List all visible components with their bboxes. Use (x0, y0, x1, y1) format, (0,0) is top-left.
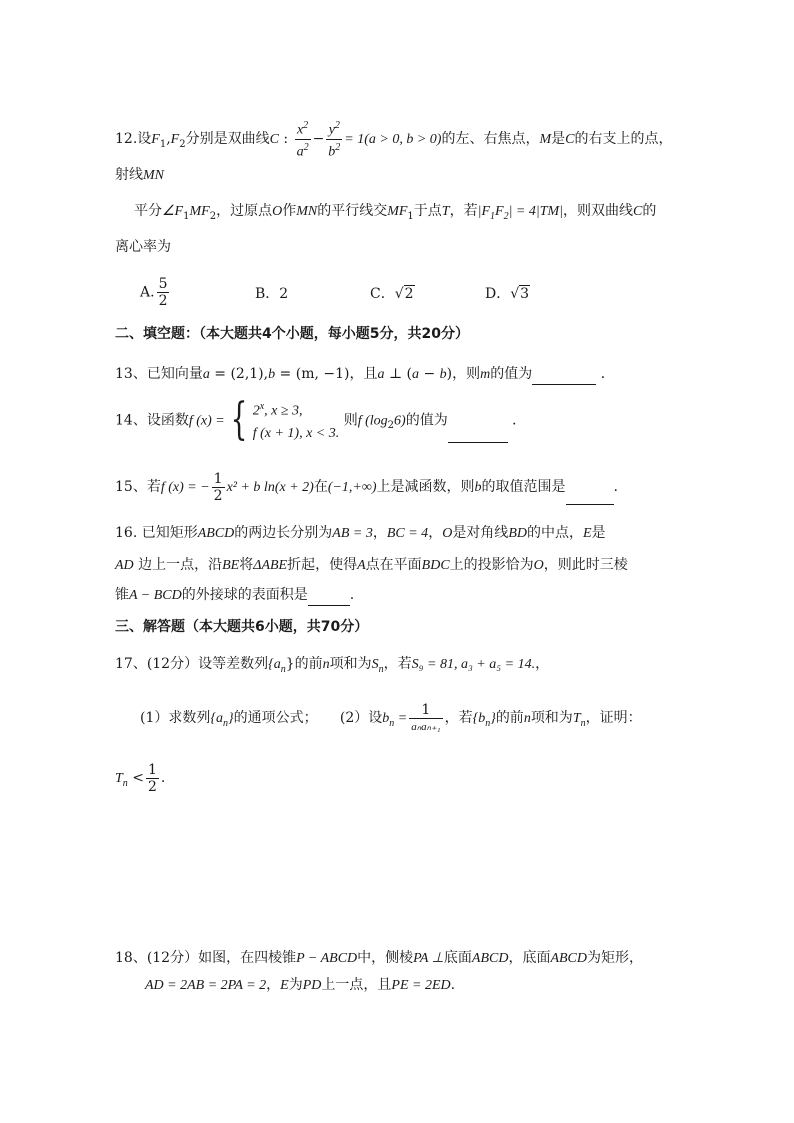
q14: 14、设函数f (x) = { 2$^x$, x ≥ 3, f (x + 1), x < 3. 则f $(\log_26)$的值为 ． (115, 394, 527, 446)
q17-line2: (1）求数列$\{a_n\}$的通项公式； (2）设$b_n$ = $\frac{1}{\text{aₙaₙ₊₁}}$ ，若$\{b_n\}$的前n项和为$T_n$，证明： (140, 701, 642, 733)
q18-line2: AD = 2AB = 2PA = 2，E为PD上一点，且PE = 2ED. (145, 977, 456, 993)
answer-blank (566, 470, 614, 505)
q12-option-a: A. $\frac{5}{2}$ (140, 276, 168, 309)
sqrt-icon: √2 (394, 286, 414, 302)
q16-line3: 锥A − BCD的外接球的表面积是 . (115, 585, 354, 606)
q17-line1: 17、(12分）设等差数列$\{a_n\}$的前n项和为$S_n$，若S₉ = 81, a₃ + a₅ = 14.， (115, 656, 550, 675)
q13: 13、已知向量a = (2,1),b = (m, −1)，且a ⊥ (a − b)，则m的值为 ． (115, 364, 615, 385)
sqrt-icon: √3 (510, 286, 530, 302)
q12-option-d: D．√3 (485, 286, 530, 302)
q14-cases: 2$^x$, x ≥ 3, f (x + 1), x < 3. (252, 401, 340, 441)
q12-frac-y: $\frac{y^2}{b^2}$ (328, 120, 341, 160)
q12-number: 12. (115, 131, 138, 148)
q12-line3: 平分$\angle F_1MF_2$，过原点O作MN的平行线交$MF_1$于点T，若$|F_1F_2| = 4|TM|$，则双曲线C的 (134, 203, 657, 222)
q16-line2: AD 边上一点，沿BE将ΔABE折起，使得A点在平面BDC上的投影恰为O，则此时三棱 (115, 557, 628, 573)
q12-option-c: C．√2 (370, 286, 414, 302)
q16-line1: 16. 已知矩形ABCD的两边长分别为AB = 3，BC = 4，O是对角线BD的中点，E是 (115, 525, 606, 541)
q12-frac-x: $\frac{x^2}{a^2}$ (296, 120, 309, 160)
q12-line4: 离心率为 (115, 239, 171, 255)
q12-line1: 12.设$F_1,F_2$分别是双曲线C : $\frac{x^2}{a^2}$ − $\frac{y^2}{b^2}$ = 1(a > 0, b > 0)的左、右焦点，M是C的右支上的点， (115, 120, 673, 160)
section-2-heading: 二、填空题：（本大题共4个小题，每小题5分，共20分） (115, 326, 469, 342)
answer-blank (448, 398, 508, 443)
section-3-heading: 三、解答题（本大题共6小题，共70分） (115, 619, 369, 635)
q12-option-b: B．2 (255, 286, 289, 302)
q18-line1: 18、(12分）如图，在四棱锥P − ABCD中，侧棱PA ⊥底面ABCD，底面ABCD为矩形， (115, 950, 644, 966)
q17-line3: $T_n$ < $\frac{1}{2}$ . (115, 761, 166, 795)
q12-line2: 射线MN (115, 167, 164, 183)
q15: 15、若f (x) = − $\frac{1}{2}$ x² + b ln(x + 2)在(−1,+∞)上是减函数，则b的取值范围是 . (115, 470, 618, 504)
answer-blank (532, 364, 596, 385)
answer-blank (308, 585, 350, 606)
brace-icon: { (230, 394, 248, 446)
